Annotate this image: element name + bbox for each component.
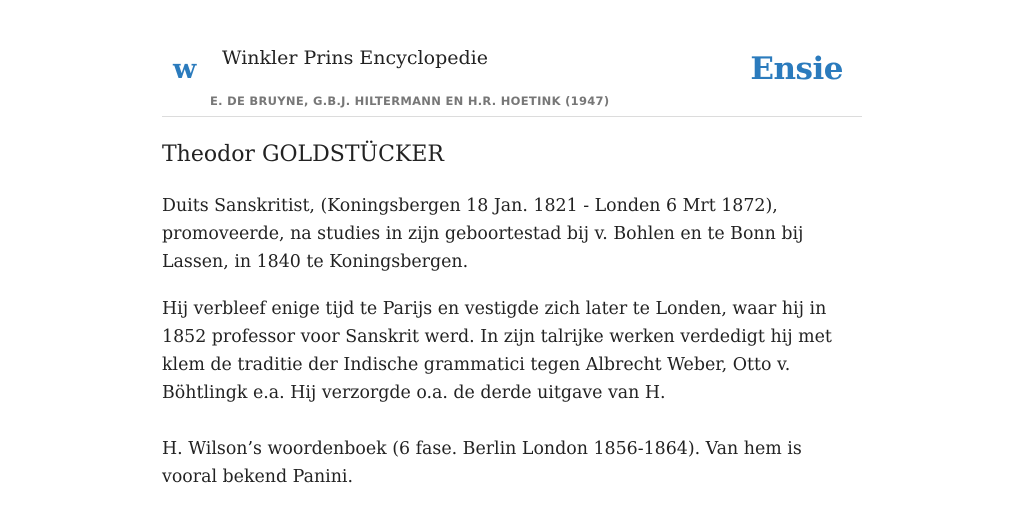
article-paragraph: Duits Sanskritist, (Koningsbergen 18 Jan. 1821 - Londen 6 Mrt 1872), promoveerde, na studies in zijn geboortestad bij v. Bohlen en te Bonn bij Lassen, in 1840 te Koningsbergen.	[162, 196, 804, 272]
page-header	[162, 0, 862, 117]
winkler-prins-logo[interactable]: w	[173, 54, 197, 85]
ensie-logo[interactable]: Ensie	[750, 51, 843, 87]
article-paragraph: Hij verbleef enige tijd te Parijs en vestigde zich later te Londen, waar hij in 1852 professor voor Sanskrit werd. In zijn talrijke werken verdedigt hij met klem de traditie der Indische grammatici tegen Albrecht Weber, Otto v. Böhtlingk e.a. Hij verzorgde o.a. de derde uitgave van H.	[162, 299, 832, 403]
publication-title[interactable]: Winkler Prins Encyclopedie	[222, 47, 488, 69]
publication-authors: E. DE BRUYNE, G.B.J. HILTERMANN EN H.R. HOETINK (1947)	[210, 94, 610, 108]
article-title: Theodor GOLDSTÜCKER	[162, 142, 444, 167]
article	[162, 136, 862, 491]
article-paragraph: H. Wilson’s woordenboek (6 fase. Berlin London 1856-1864). Van hem is vooral bekend Panini.	[162, 439, 802, 487]
